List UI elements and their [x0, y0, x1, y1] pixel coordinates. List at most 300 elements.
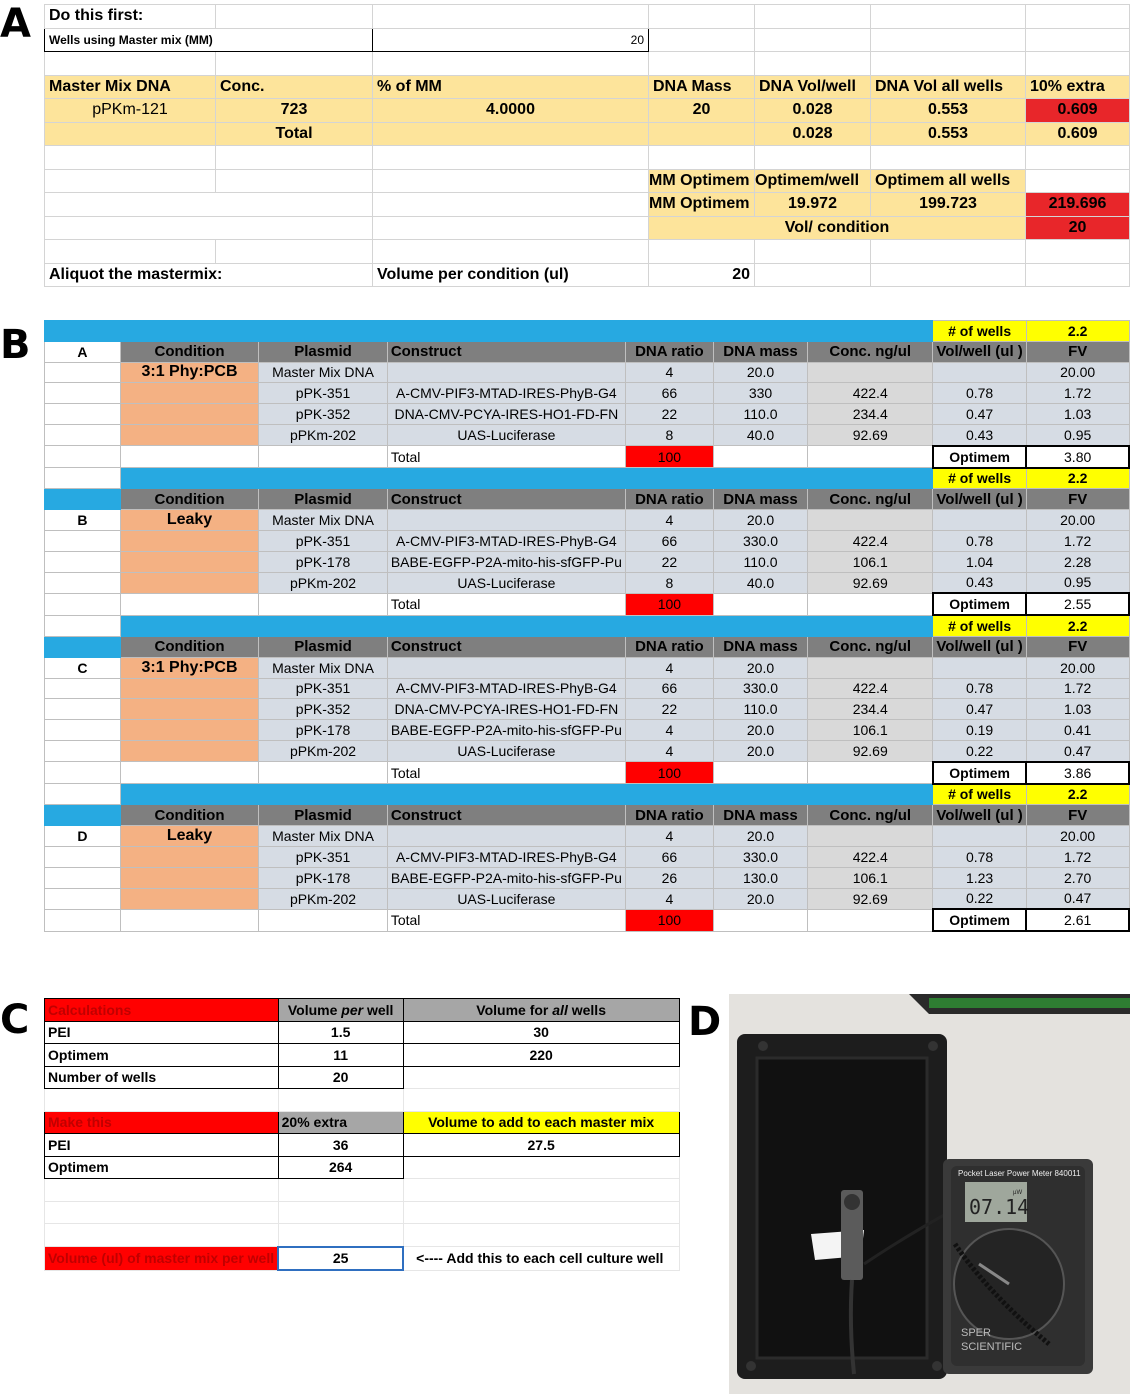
wells-label: # of wells: [933, 784, 1026, 805]
header-plasmid: Plasmid: [259, 636, 388, 657]
plasmid-name[interactable]: pPK-351: [259, 383, 388, 404]
cell[interactable]: [1026, 28, 1130, 52]
header-master-mix: Master Mix DNA: [45, 75, 216, 99]
vol-per-well[interactable]: [933, 657, 1026, 678]
conc-ng-ul[interactable]: 92.69: [808, 888, 933, 909]
vol-per-well[interactable]: 1.04: [933, 551, 1026, 572]
dna-mass[interactable]: 110.0: [713, 404, 807, 425]
cell: [808, 446, 933, 468]
cell[interactable]: [403, 1156, 679, 1179]
header-dna-ratio: DNA ratio: [625, 636, 713, 657]
dna-ratio[interactable]: 4: [625, 510, 713, 531]
pei-per-well[interactable]: 1.5: [278, 1021, 403, 1044]
dna-ratio[interactable]: 4: [625, 720, 713, 741]
fv-value[interactable]: 0.47: [1026, 740, 1129, 761]
calculations-label: Calculations: [45, 999, 279, 1022]
header-condition: Condition: [120, 636, 258, 657]
fv-value[interactable]: 0.41: [1026, 720, 1129, 741]
dna-mass[interactable]: 20.0: [713, 720, 807, 741]
pei2-extra[interactable]: 36: [278, 1134, 403, 1157]
cell: [120, 593, 258, 615]
meter-title: Pocket Laser Power Meter 840011: [958, 1169, 1081, 1178]
conditions-table: [44, 320, 1130, 932]
optimem-value[interactable]: 2.61: [1026, 909, 1129, 931]
data-row: [45, 888, 1130, 909]
dna-ratio[interactable]: 66: [625, 383, 713, 404]
wells-value[interactable]: 2.2: [1026, 615, 1129, 636]
section-bar: [120, 615, 933, 636]
dna-ratio[interactable]: 22: [625, 699, 713, 720]
pei-label: PEI: [45, 1021, 279, 1044]
add-header: Volume to add to each master mix: [403, 1111, 679, 1134]
dna-ratio[interactable]: 66: [625, 846, 713, 867]
header-row: [45, 805, 1130, 826]
cell: [259, 762, 388, 784]
cell: [713, 446, 807, 468]
header-condition: Condition: [120, 341, 258, 362]
cell[interactable]: [649, 5, 755, 29]
optimem-per-well[interactable]: 19.972: [755, 193, 871, 217]
total-label: Total: [216, 122, 373, 146]
header-fv: FV: [1026, 805, 1129, 826]
total-label: Total: [387, 909, 625, 931]
section-id: [45, 383, 121, 404]
condition-cell[interactable]: 3:1 Phy:PCB: [120, 657, 258, 678]
dna-mass[interactable]: 330.0: [713, 530, 807, 551]
total-label: Total: [387, 446, 625, 468]
condition-cell[interactable]: [120, 572, 258, 593]
cell[interactable]: [755, 5, 871, 29]
construct-name[interactable]: BABE-EGFP-P2A-mito-his-sfGFP-Pu: [387, 720, 625, 741]
vol-per-well[interactable]: 0.78: [933, 846, 1026, 867]
condition-cell[interactable]: [120, 551, 258, 572]
plasmid-name[interactable]: pPKm-202: [259, 888, 388, 909]
total-row: [45, 593, 1130, 615]
construct-name[interactable]: DNA-CMV-PCYA-IRES-HO1-FD-FN: [387, 404, 625, 425]
data-row: [45, 572, 1130, 593]
extra-header: 20% extra: [278, 1111, 403, 1134]
dna-mass[interactable]: 130.0: [713, 867, 807, 888]
vol-per-well[interactable]: 0.19: [933, 720, 1026, 741]
wells-label: # of wells: [933, 615, 1026, 636]
do-first-label: Do this first:: [45, 5, 216, 29]
cell: [45, 784, 121, 805]
construct-name[interactable]: A-CMV-PIF3-MTAD-IRES-PhyB-G4: [387, 530, 625, 551]
section-bar: [120, 468, 933, 489]
dna-mass[interactable]: 40.0: [713, 572, 807, 593]
panel-b-spreadsheet: [44, 320, 1130, 932]
total-vol-all[interactable]: 0.553: [871, 122, 1026, 146]
vol-per-well[interactable]: 0.22: [933, 888, 1026, 909]
section-id: [45, 740, 121, 761]
fv-value[interactable]: 1.72: [1026, 383, 1129, 404]
condition-cell[interactable]: [120, 383, 258, 404]
dna-mass[interactable]: 110.0: [713, 551, 807, 572]
condition-cell[interactable]: [120, 740, 258, 761]
fv-value[interactable]: 0.95: [1026, 424, 1129, 445]
construct-name[interactable]: BABE-EGFP-P2A-mito-his-sfGFP-Pu: [387, 867, 625, 888]
conc-ng-ul[interactable]: 92.69: [808, 740, 933, 761]
header-condition: Condition: [120, 805, 258, 826]
wells-value[interactable]: 20: [373, 28, 649, 52]
plasmid-name[interactable]: pPK-351: [259, 846, 388, 867]
lcd-unit: µW: [1013, 1190, 1023, 1196]
condition-cell[interactable]: [120, 888, 258, 909]
construct-name[interactable]: [387, 362, 625, 383]
header-construct: Construct: [387, 805, 625, 826]
fv-value[interactable]: 20.00: [1026, 657, 1129, 678]
vol-per-well[interactable]: 0.47: [933, 404, 1026, 425]
cell: [259, 593, 388, 615]
header-dna-mass: DNA Mass: [649, 75, 755, 99]
cell[interactable]: [216, 5, 373, 29]
mass-value[interactable]: 20: [649, 99, 755, 123]
plasmid-name[interactable]: pPK-352: [259, 404, 388, 425]
condition-cell[interactable]: Leaky: [120, 826, 258, 847]
construct-name[interactable]: [387, 510, 625, 531]
construct-name[interactable]: UAS-Luciferase: [387, 572, 625, 593]
conc-ng-ul[interactable]: [808, 362, 933, 383]
vol-per-well[interactable]: 0.78: [933, 678, 1026, 699]
cell[interactable]: [755, 28, 871, 52]
panel-label-d: D: [688, 999, 722, 1045]
conc-ng-ul[interactable]: [808, 510, 933, 531]
construct-name[interactable]: DNA-CMV-PCYA-IRES-HO1-FD-FN: [387, 699, 625, 720]
construct-name[interactable]: UAS-Luciferase: [387, 740, 625, 761]
dna-ratio[interactable]: 22: [625, 551, 713, 572]
dna-ratio[interactable]: 22: [625, 404, 713, 425]
cell: [45, 468, 121, 489]
dna-mass[interactable]: 20.0: [713, 657, 807, 678]
data-row: [45, 867, 1130, 888]
total-row: [45, 446, 1130, 468]
cell[interactable]: [403, 1066, 679, 1089]
plasmid-name[interactable]: Master Mix DNA: [259, 826, 388, 847]
dna-ratio[interactable]: 4: [625, 826, 713, 847]
section-id: C: [45, 657, 121, 678]
wells-value[interactable]: 2.2: [1026, 784, 1129, 805]
header-dna-mass: DNA mass: [713, 341, 807, 362]
header-conc: Conc. ng/ul: [808, 636, 933, 657]
section-id: [45, 404, 121, 425]
total-vol-well[interactable]: 0.028: [755, 122, 871, 146]
construct-name[interactable]: BABE-EGFP-P2A-mito-his-sfGFP-Pu: [387, 551, 625, 572]
data-row: [45, 530, 1130, 551]
section-id: D: [45, 826, 121, 847]
vol-per-well[interactable]: 0.78: [933, 530, 1026, 551]
pei-all-wells[interactable]: 30: [403, 1021, 679, 1044]
dna-mass[interactable]: 330.0: [713, 846, 807, 867]
header-vol-well: Vol/well (ul ): [933, 489, 1026, 510]
condition-cell[interactable]: [120, 846, 258, 867]
header-row: [45, 636, 1130, 657]
cell: [120, 762, 258, 784]
condition-cell[interactable]: [120, 530, 258, 551]
header-condition: Condition: [120, 489, 258, 510]
num-wells-value[interactable]: 20: [278, 1066, 403, 1089]
condition-cell[interactable]: [120, 678, 258, 699]
cell: [808, 593, 933, 615]
panel-label-b: B: [0, 322, 31, 368]
optimem-value[interactable]: 3.86: [1026, 762, 1129, 784]
plasmid-name[interactable]: pPKm-202: [259, 424, 388, 445]
fv-value[interactable]: 0.47: [1026, 888, 1129, 909]
vol-per-well[interactable]: [933, 362, 1026, 383]
plasmid-name[interactable]: pPK-351: [259, 530, 388, 551]
vol-condition-value[interactable]: 20: [1026, 216, 1130, 240]
section-id: [45, 362, 121, 383]
extra-value[interactable]: 0.609: [1026, 99, 1130, 123]
conc-ng-ul[interactable]: 92.69: [808, 572, 933, 593]
aliquot-label: Aliquot the mastermix:: [45, 263, 373, 287]
header-dna-vol-all: DNA Vol all wells: [871, 75, 1026, 99]
vol-all-value[interactable]: 0.553: [871, 99, 1026, 123]
construct-name[interactable]: [387, 826, 625, 847]
dna-ratio[interactable]: 26: [625, 867, 713, 888]
lcd-reading: 07.14: [969, 1195, 1030, 1219]
data-row: [45, 362, 1130, 383]
plasmid-name[interactable]: pPKm-121: [45, 99, 216, 123]
total-value[interactable]: 100: [625, 762, 713, 784]
conc-ng-ul[interactable]: 234.4: [808, 404, 933, 425]
vol-per-well[interactable]: 1.23: [933, 867, 1026, 888]
wells-value[interactable]: 2.2: [1026, 468, 1129, 489]
plasmid-name[interactable]: pPKm-202: [259, 740, 388, 761]
total-label: Total: [387, 593, 625, 615]
cell: [120, 446, 258, 468]
vol-per-well[interactable]: 0.22: [933, 740, 1026, 761]
header-extra: 10% extra: [1026, 75, 1130, 99]
vol-per-well[interactable]: 0.47: [933, 699, 1026, 720]
final-vol-value[interactable]: 25: [278, 1247, 403, 1271]
conc-ng-ul[interactable]: 106.1: [808, 720, 933, 741]
dna-ratio[interactable]: 4: [625, 657, 713, 678]
header-dna-ratio: DNA ratio: [625, 805, 713, 826]
dna-ratio[interactable]: 8: [625, 424, 713, 445]
section-id: B: [45, 510, 121, 531]
total-value[interactable]: 100: [625, 909, 713, 931]
dna-mass[interactable]: 20.0: [713, 510, 807, 531]
wells-label: Wells using Master mix (MM): [45, 28, 373, 52]
aliquot-value[interactable]: 20: [649, 263, 755, 287]
plasmid-name[interactable]: pPK-178: [259, 551, 388, 572]
header-row: [45, 489, 1130, 510]
data-row: [45, 383, 1130, 404]
laser-power-meter-photo: [729, 994, 1130, 1394]
fv-value[interactable]: 20.00: [1026, 362, 1129, 383]
vol-well-value[interactable]: 0.028: [755, 99, 871, 123]
conc-value[interactable]: 723: [216, 99, 373, 123]
aliquot-vol-label: Volume per condition (ul): [373, 263, 649, 287]
conc-ng-ul[interactable]: 106.1: [808, 551, 933, 572]
header-conc: Conc. ng/ul: [808, 341, 933, 362]
plasmid-name[interactable]: pPK-178: [259, 720, 388, 741]
header-fv: FV: [1026, 636, 1129, 657]
condition-cell[interactable]: [120, 699, 258, 720]
construct-name[interactable]: A-CMV-PIF3-MTAD-IRES-PhyB-G4: [387, 678, 625, 699]
optimem-label: Optimem: [45, 1044, 279, 1067]
optimem-all[interactable]: 199.723: [871, 193, 1026, 217]
data-row: [45, 699, 1130, 720]
conc-ng-ul[interactable]: 106.1: [808, 867, 933, 888]
pct-value[interactable]: 4.0000: [373, 99, 649, 123]
cell: [713, 762, 807, 784]
section-bar-row: [45, 321, 1130, 342]
data-row: [45, 678, 1130, 699]
header-fv: FV: [1026, 341, 1129, 362]
section-id: [45, 636, 121, 657]
header-construct: Construct: [387, 341, 625, 362]
header-fv: FV: [1026, 489, 1129, 510]
conc-ng-ul[interactable]: 92.69: [808, 424, 933, 445]
fv-value[interactable]: 2.28: [1026, 551, 1129, 572]
plasmid-name[interactable]: Master Mix DNA: [259, 510, 388, 531]
cell: [259, 909, 388, 931]
plasmid-name[interactable]: pPKm-202: [259, 572, 388, 593]
section-id: [45, 888, 121, 909]
vol-per-well[interactable]: [933, 510, 1026, 531]
construct-name[interactable]: UAS-Luciferase: [387, 888, 625, 909]
condition-cell[interactable]: [120, 404, 258, 425]
fv-value[interactable]: 0.95: [1026, 572, 1129, 593]
total-value[interactable]: 100: [625, 446, 713, 468]
dna-mass[interactable]: 330.0: [713, 678, 807, 699]
dna-mass[interactable]: 20.0: [713, 362, 807, 383]
dna-ratio[interactable]: 4: [625, 740, 713, 761]
cell: [808, 909, 933, 931]
brand-line-1: SPER: [961, 1327, 991, 1339]
header-conc: Conc.: [216, 75, 373, 99]
optimem2-extra[interactable]: 264: [278, 1156, 403, 1179]
cell: [45, 909, 121, 931]
condition-cell[interactable]: [120, 867, 258, 888]
total-row: [45, 762, 1130, 784]
vol-per-well[interactable]: 0.43: [933, 424, 1026, 445]
optimem-value[interactable]: 2.55: [1026, 593, 1129, 615]
section-id: [45, 678, 121, 699]
plasmid-name[interactable]: pPK-351: [259, 678, 388, 699]
cell[interactable]: [871, 28, 1026, 52]
num-wells-label: Number of wells: [45, 1066, 279, 1089]
header-vol-well: Vol/well (ul ): [933, 341, 1026, 362]
dna-mass[interactable]: 20.0: [713, 888, 807, 909]
dna-mass[interactable]: 110.0: [713, 699, 807, 720]
dna-mass[interactable]: 20.0: [713, 826, 807, 847]
data-row: [45, 424, 1130, 445]
conc-ng-ul[interactable]: 422.4: [808, 846, 933, 867]
make-this-label: Make this: [45, 1111, 279, 1134]
construct-name[interactable]: A-CMV-PIF3-MTAD-IRES-PhyB-G4: [387, 383, 625, 404]
conc-ng-ul[interactable]: 422.4: [808, 678, 933, 699]
fv-value[interactable]: 1.03: [1026, 404, 1129, 425]
optimem-extra[interactable]: 219.696: [1026, 193, 1130, 217]
vol-condition-label: Vol/ condition: [649, 216, 1026, 240]
header-conc: Conc. ng/ul: [808, 489, 933, 510]
conc-ng-ul[interactable]: 422.4: [808, 383, 933, 404]
fv-value[interactable]: 1.03: [1026, 699, 1129, 720]
panel-label-c: C: [0, 997, 30, 1043]
vol-per-well[interactable]: 0.78: [933, 383, 1026, 404]
dna-mass[interactable]: 20.0: [713, 740, 807, 761]
condition-cell[interactable]: [120, 424, 258, 445]
condition-cell[interactable]: 3:1 Phy:PCB: [120, 362, 258, 383]
fv-value[interactable]: 1.72: [1026, 678, 1129, 699]
header-dna-ratio: DNA ratio: [625, 489, 713, 510]
fv-value[interactable]: 20.00: [1026, 510, 1129, 531]
cell[interactable]: [1026, 5, 1130, 29]
optimem-all-wells[interactable]: 220: [403, 1044, 679, 1067]
section-id: [45, 572, 121, 593]
optimem-value[interactable]: 3.80: [1026, 446, 1129, 468]
conc-ng-ul[interactable]: 234.4: [808, 699, 933, 720]
cell: [45, 762, 121, 784]
vol-per-well[interactable]: [933, 826, 1026, 847]
plasmid-name[interactable]: pPK-352: [259, 699, 388, 720]
dna-ratio[interactable]: 4: [625, 362, 713, 383]
wells-label: # of wells: [933, 321, 1026, 342]
pei-calculations-table: [44, 998, 680, 1271]
total-extra[interactable]: 0.609: [1026, 122, 1130, 146]
section-id: [45, 699, 121, 720]
vol-all-wells-header: Volume for all wells: [403, 999, 679, 1022]
dna-ratio[interactable]: 8: [625, 572, 713, 593]
data-row: [45, 846, 1130, 867]
conc-ng-ul[interactable]: [808, 826, 933, 847]
final-vol-label: Volume (ul) of master mix per well: [45, 1247, 279, 1271]
dna-ratio[interactable]: 66: [625, 530, 713, 551]
fv-value[interactable]: 20.00: [1026, 826, 1129, 847]
conc-ng-ul[interactable]: [808, 657, 933, 678]
condition-cell[interactable]: Leaky: [120, 510, 258, 531]
conc-ng-ul[interactable]: 422.4: [808, 530, 933, 551]
dna-mass[interactable]: 40.0: [713, 424, 807, 445]
header-pct: % of MM: [373, 75, 649, 99]
section-id: [45, 551, 121, 572]
brand-line-2: SCIENTIFIC: [961, 1341, 1023, 1353]
wells-label: # of wells: [933, 468, 1026, 489]
construct-name[interactable]: UAS-Luciferase: [387, 424, 625, 445]
pei2-add[interactable]: 27.5: [403, 1134, 679, 1157]
optimem-label: Optimem: [933, 446, 1026, 468]
vol-per-well[interactable]: 0.43: [933, 572, 1026, 593]
construct-name[interactable]: A-CMV-PIF3-MTAD-IRES-PhyB-G4: [387, 846, 625, 867]
header-dna-mass: DNA mass: [713, 489, 807, 510]
dna-ratio[interactable]: 66: [625, 678, 713, 699]
cell[interactable]: [871, 5, 1026, 29]
header-plasmid: Plasmid: [259, 341, 388, 362]
construct-name[interactable]: [387, 657, 625, 678]
cell: [120, 909, 258, 931]
total-value[interactable]: 100: [625, 593, 713, 615]
dna-mass[interactable]: 330: [713, 383, 807, 404]
cell[interactable]: [373, 5, 649, 29]
optimem-per-well[interactable]: 11: [278, 1044, 403, 1067]
plasmid-name[interactable]: Master Mix DNA: [259, 362, 388, 383]
section-bar: [120, 784, 933, 805]
dna-ratio[interactable]: 4: [625, 888, 713, 909]
fv-value[interactable]: 1.72: [1026, 846, 1129, 867]
plasmid-name[interactable]: pPK-178: [259, 867, 388, 888]
fv-value[interactable]: 1.72: [1026, 530, 1129, 551]
optimem-header-2: Optimem all wells: [871, 169, 1026, 193]
cell[interactable]: [649, 28, 755, 52]
condition-cell[interactable]: [120, 720, 258, 741]
panel-label-a: A: [0, 1, 31, 47]
fv-value[interactable]: 2.70: [1026, 867, 1129, 888]
cell: [45, 446, 121, 468]
wells-value[interactable]: 2.2: [1026, 321, 1129, 342]
plasmid-name[interactable]: Master Mix DNA: [259, 657, 388, 678]
